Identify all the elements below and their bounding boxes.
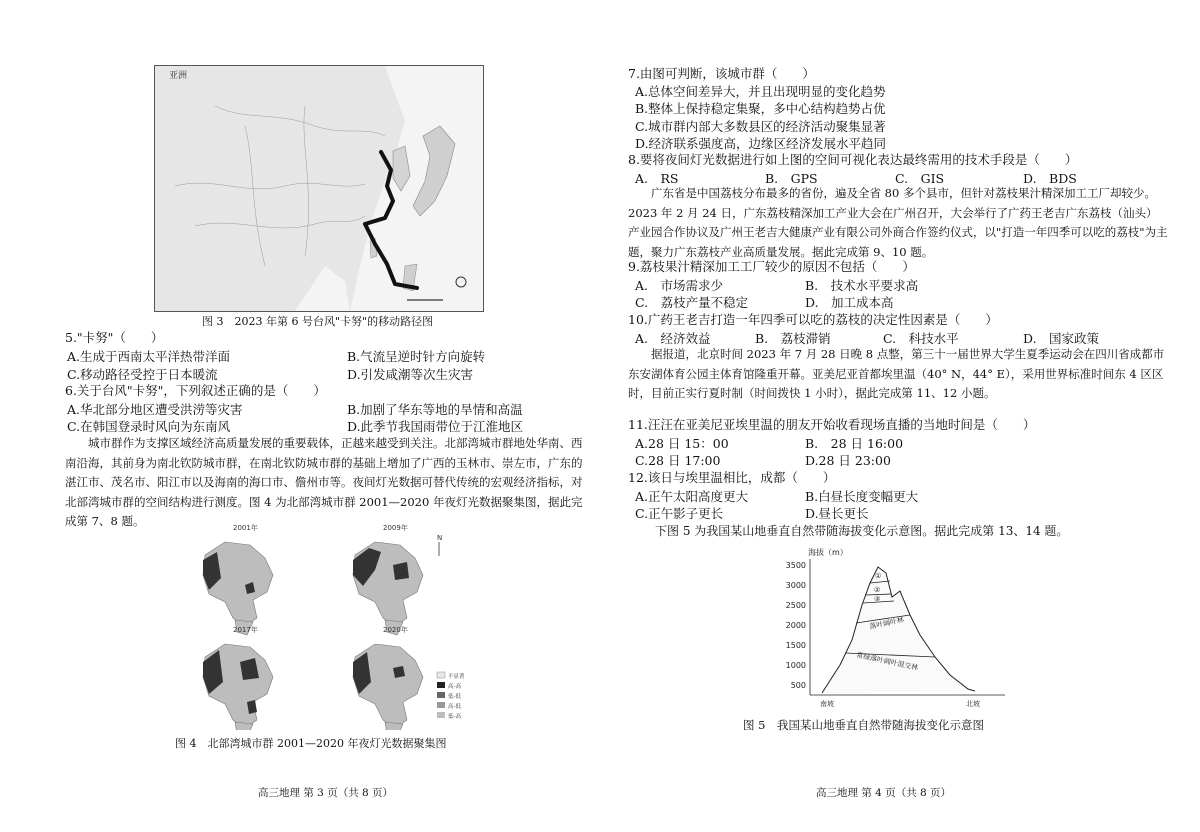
figure5 (770, 545, 1030, 710)
q11-stem: 11.汪汪在亚美尼亚埃里温的朋友开始收看现场直播的当地时间是（ ） (628, 417, 1036, 432)
q7-option-b[interactable]: B.整体上保持稳定集聚，多中心结构趋势占优 (635, 101, 886, 116)
passage-7-8: 城市群作为支撑区域经济高质量发展的重要载体，正越来越受到关注。北部湾城市群地处华南、西南沿海，其前身为南北钦防城市群，在南北钦防城市群的基础上增加了广西的玉林市、崇左市，广东的湛江市、茂名市、阳江市以及海南的海口市、儋州市等。夜间灯光数据可替代传统的宏观经济指标，对北部湾城市群的空间结构进行测度。图 4 为北部湾城市群 2001—2020 年夜灯光数据聚集图，据此完成第 7、8 题。 (65, 436, 583, 528)
panel-2009 (353, 523, 442, 635)
svg-text:落叶阔叶林: 落叶阔叶林 (868, 615, 905, 631)
typhoon-track-map (155, 66, 483, 311)
passage-11-12: 据报道，北京时间 2023 年 7 月 28 日晚 8 点整，第三十一届世界大学生夏季运动会在四川省成都市东安湖体育公园主体育馆隆重开幕。亚美尼亚首都埃里温（40° N，44° E），采用世界标准时间东 4 区区时，目前正实行夏时制（时间拨快 1 小时），据此完成第 11、12 小题。 (628, 347, 1165, 400)
svg-text:3000: 3000 (785, 581, 806, 590)
right-footer: 高三地理 第 4 页（共 8 页） (816, 787, 952, 799)
q7-stem: 7.由图可判断，该城市群（ ） (628, 66, 815, 81)
q11-option-c[interactable]: C.28 日 17:00 (635, 453, 721, 468)
panel-2001 (203, 523, 273, 635)
q7-option-c[interactable]: C.城市群内部大多数县区的经济活动聚集显著 (635, 119, 886, 134)
q8-option-c[interactable]: C. GIS (895, 171, 945, 186)
q10-option-b[interactable]: B. 荔枝滞销 (755, 331, 831, 346)
q12-option-a[interactable]: A.正午太阳高度更大 (635, 489, 749, 504)
svg-text:高-低: 高-低 (448, 704, 461, 710)
svg-text:2020年: 2020年 (383, 626, 408, 634)
q11-option-d[interactable]: D.28 日 23:00 (805, 453, 891, 468)
figure4-caption: 图 4 北部湾城市群 2001—2020 年夜灯光数据聚集图 (175, 737, 447, 750)
q10-option-a[interactable]: A. 经济效益 (635, 331, 711, 346)
north-arrow-icon: N (437, 534, 443, 542)
svg-text:2001年: 2001年 (233, 524, 258, 532)
y-ticks (786, 561, 806, 690)
q5-option-b[interactable]: B.气流呈逆时针方向旋转 (347, 349, 486, 364)
intro-13-14: 下图 5 为我国某山地垂直自然带随海拔变化示意图。据此完成第 13、14 题。 (655, 524, 1069, 538)
q12-option-b[interactable]: B.白昼长度变幅更大 (805, 489, 919, 504)
svg-text:500: 500 (790, 681, 806, 690)
figure4 (185, 520, 485, 730)
q9-option-c[interactable]: C. 荔枝产量不稳定 (635, 295, 749, 310)
q8-option-d[interactable]: D. BDS (1023, 171, 1077, 186)
q5-option-d[interactable]: D.引发咸潮等次生灾害 (347, 367, 474, 382)
svg-text:不显著: 不显著 (448, 674, 465, 680)
q6-option-a[interactable]: A.华北部分地区遭受洪涝等灾害 (67, 402, 243, 417)
y-axis-label: 海拔（m） (808, 548, 848, 557)
q6-option-c[interactable]: C.在韩国登录时风向为东南风 (67, 419, 231, 434)
q6-option-b[interactable]: B.加剧了华东等地的旱情和高温 (347, 402, 523, 417)
q6-option-d[interactable]: D.此季节我国雨带位于江淮地区 (347, 419, 524, 434)
q10-option-c[interactable]: C. 科技水平 (883, 331, 959, 346)
q7-option-a[interactable]: A.总体空间差异大，并且出现明显的变化趋势 (635, 84, 886, 99)
q9-option-a[interactable]: A. 市场需求少 (635, 278, 724, 293)
slope-south: 南坡 (820, 700, 834, 708)
svg-text:①: ① (875, 572, 882, 580)
figure5-caption: 图 5 我国某山地垂直自然带随海拔变化示意图 (743, 718, 984, 732)
q9-stem: 9.荔枝果汁精深加工工厂较少的原因不包括（ ） (628, 259, 915, 274)
mountain-profile (822, 567, 975, 693)
svg-text:③: ③ (874, 595, 881, 603)
slope-north: 北坡 (966, 700, 980, 708)
q12-option-d[interactable]: D.昼长更长 (805, 506, 869, 521)
svg-text:1000: 1000 (785, 661, 806, 670)
q5-stem: 5."卡努"（ ） (65, 330, 164, 345)
panel-2020 (353, 625, 465, 730)
svg-text:2500: 2500 (785, 601, 806, 610)
svg-text:3500: 3500 (785, 561, 806, 570)
q6-stem: 6.关于台风"卡努"，下列叙述正确的是（ ） (65, 383, 326, 398)
q9-option-d[interactable]: D. 加工成本高 (805, 295, 894, 310)
q11-option-a[interactable]: A.28 日 15：00 (635, 436, 729, 451)
q8-option-a[interactable]: A. RS (635, 171, 679, 186)
panel-2017 (203, 625, 273, 730)
svg-text:2017年: 2017年 (233, 626, 258, 634)
svg-text:②: ② (874, 586, 881, 594)
q11-option-b[interactable]: B. 28 日 16:00 (805, 436, 904, 451)
figure3-caption: 图 3 2023 年第 6 号台风"卡努"的移动路径图 (202, 315, 434, 328)
svg-text:2000: 2000 (785, 621, 806, 630)
q8-option-b[interactable]: B. GPS (765, 171, 818, 186)
q12-option-c[interactable]: C.正午影子更长 (635, 506, 724, 521)
map-label: 亚洲 (169, 71, 188, 81)
q8-stem: 8.要将夜间灯光数据进行如上图的空间可视化表达最终需用的技术手段是（ ） (628, 152, 1078, 167)
svg-text:低-低: 低-低 (448, 694, 461, 700)
figure4-legend (437, 672, 465, 720)
q9-option-b[interactable]: B. 技术水平要求高 (805, 278, 919, 293)
svg-text:常绿落叶阔叶混交林: 常绿落叶阔叶混交林 (855, 651, 919, 673)
figure3-map (154, 65, 484, 312)
q12-stem: 12.该日与埃里温相比，成都（ ） (628, 470, 836, 485)
svg-text:2009年: 2009年 (383, 524, 408, 532)
left-footer: 高三地理 第 3 页（共 8 页） (258, 787, 394, 799)
svg-text:1500: 1500 (785, 641, 806, 650)
q10-option-d[interactable]: D. 国家政策 (1023, 331, 1100, 346)
q7-option-d[interactable]: D.经济联系强度高，边缘区经济发展水平趋同 (635, 136, 887, 151)
passage-9-10: 广东省是中国荔枝分布最多的省份，遍及全省 80 多个县市，但针对荔枝果汁精深加工工厂却较少。2023 年 2 月 24 日，广东荔枝精深加工产业大会在广州召开，大会举行了广药王老吉广东荔枝（汕头）产业园合作协议及广州王老吉大健康产业有限公司外商合作签约仪式，以"打造一年四季可以吃的荔枝"为主题，聚力广东荔枝产业高质量发展。据此完成第 9、10 题。 (628, 186, 1168, 259)
q5-option-c[interactable]: C.移动路径受控于日本暖流 (67, 367, 218, 382)
svg-text:低-高: 低-高 (448, 714, 461, 720)
q10-stem: 10.广药王老吉打造一年四季可以吃的荔枝的决定性因素是（ ） (628, 312, 998, 327)
q5-option-a[interactable]: A.生成于西南太平洋热带洋面 (67, 349, 231, 364)
svg-text:高-高: 高-高 (448, 684, 461, 690)
